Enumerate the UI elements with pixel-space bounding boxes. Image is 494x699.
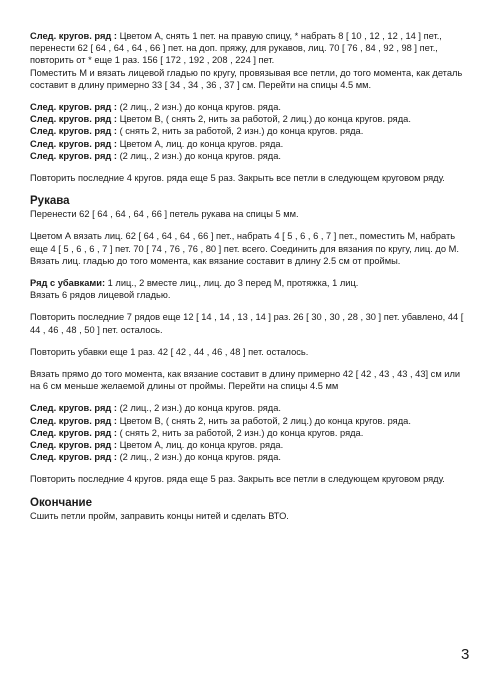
row-instruction [30, 113, 470, 125]
row-instruction [30, 451, 470, 463]
row-label: След. кругов. ряд : [30, 452, 117, 463]
row-label: След. кругов. ряд : [30, 126, 117, 137]
paragraph [30, 30, 470, 67]
row-instruction [30, 427, 470, 439]
row-text: (2 лиц., 2 изн.) до конца кругов. ряда. [117, 452, 281, 463]
section-title-sleeves: Рукава [30, 195, 70, 208]
row-text: 1 лиц., 2 вместе лиц., лиц. до 3 перед М, протяжка, 1 лиц. [105, 278, 359, 289]
row-label: Ряд с убавками: [30, 278, 106, 289]
row-text: Цветом А, снять 1 пет. на правую спицу, * набрать 8 [ 10 , 12 , 12 , 14 ] пет., перенести 62 [ 64 , 64 , 64 , 66 ] пет. на доп. пряжу, для рукавов, лиц. 70 [ 76 , 84 , 92 , 98 ] пет., повторить от * еще 1 раз. 156 [ 172 , 192 , 208 , 224 ] пет. [30, 31, 442, 66]
page-number: 3 [461, 646, 470, 663]
paragraph: Повторить последние 4 кругов. ряда еще 5 раз. Закрыть все петли в следующем круговом ряду. [30, 173, 445, 184]
row-instruction [30, 439, 470, 451]
paragraph: Повторить последние 4 кругов. ряда еще 5 раз. Закрыть все петли в следующем круговом ряду. [30, 474, 445, 485]
row-label: След. кругов. ряд : [30, 440, 117, 451]
row-instruction [30, 415, 470, 427]
row-label: След. кругов. ряд : [30, 415, 117, 426]
row-instruction [30, 277, 470, 289]
section-title-finishing: Окончание [30, 496, 93, 509]
row-label: След. кругов. ряд : [30, 138, 117, 149]
row-label: След. кругов. ряд : [30, 427, 117, 438]
paragraph: Вязать прямо до того момента, как вязание составит в длину примерно 42 [ 42 , 43 , 43 , 43] см или на 6 см меньше желаемой длины от проймы. Перейти на спицы 4.5 мм [30, 369, 461, 392]
paragraph: Поместить М и вязать лицевой гладью по кругу, провязывая все петли, до того момента, как деталь составит в длину примерно 33 [ 34 , 34 , 36 , 37 ] см. Перейти на спицы 4.5 мм. [30, 67, 463, 90]
row-text: ( снять 2, нить за работой, 2 изн.) до конца кругов. ряда. [117, 427, 364, 438]
row-label: След. кругов. ряд : [30, 403, 117, 414]
row-text: Цветом А, лиц. до конца кругов. ряда. [117, 138, 284, 149]
row-instruction [30, 150, 470, 162]
paragraph: Перенести 62 [ 64 , 64 , 64 , 66 ] петель рукава на спицы 5 мм. [30, 209, 299, 220]
row-instruction [30, 138, 470, 150]
row-instruction [30, 125, 470, 137]
paragraph: Повторить последние 7 рядов еще 12 [ 14 , 14 , 13 , 14 ] раз. 26 [ 30 , 30 , 28 , 30 ] пет. убавлено, 44 [ 44 , 46 , 48 , 50 ] пет. осталось. [30, 312, 464, 335]
row-label: След. кругов. ряд : [30, 150, 117, 161]
row-text: (2 лиц., 2 изн.) до конца кругов. ряда. [117, 403, 281, 414]
row-label: След. кругов. ряд : [30, 102, 117, 113]
row-text: (2 лиц., 2 изн.) до конца кругов. ряда. [117, 150, 281, 161]
row-text: Цветом В, ( снять 2, нить за работой, 2 лиц.) до конца кругов. ряда. [117, 415, 411, 426]
row-text: Цветом А, лиц. до конца кругов. ряда. [117, 440, 284, 451]
row-text: ( снять 2, нить за работой, 2 изн.) до конца кругов. ряда. [117, 126, 364, 137]
paragraph: Вязать 6 рядов лицевой гладью. [30, 290, 171, 301]
row-instruction [30, 101, 470, 113]
row-label: След. кругов. ряд : [30, 114, 117, 125]
paragraph: Повторить убавки еще 1 раз. 42 [ 42 , 44 , 46 , 48 ] пет. осталось. [30, 346, 309, 357]
row-label: След. кругов. ряд : [30, 31, 117, 41]
row-text: Цветом В, ( снять 2, нить за работой, 2 лиц.) до конца кругов. ряда. [117, 114, 411, 125]
paragraph: Цветом А вязать лиц. 62 [ 64 , 64 , 64 , 66 ] пет., набрать 4 [ 5 , 6 , 6 , 7 ] пет., поместить М, набрать еще 4 [ 5 , 6 , 6 , 7 ] пет. 70 [ 74 , 76 , 76 , 80 ] пет. всего. Соединить для вязания по кругу, лиц. до М. [30, 231, 459, 254]
paragraph: Сшить петли пройм, заправить концы нитей и сделать ВТО. [30, 510, 289, 521]
row-text: (2 лиц., 2 изн.) до конца кругов. ряда. [117, 102, 281, 113]
row-instruction [30, 402, 470, 414]
paragraph: Вязать лиц. гладью до того момента, как вязание составит в длину 2.5 см от проймы. [30, 255, 401, 266]
document-page [30, 30, 470, 522]
